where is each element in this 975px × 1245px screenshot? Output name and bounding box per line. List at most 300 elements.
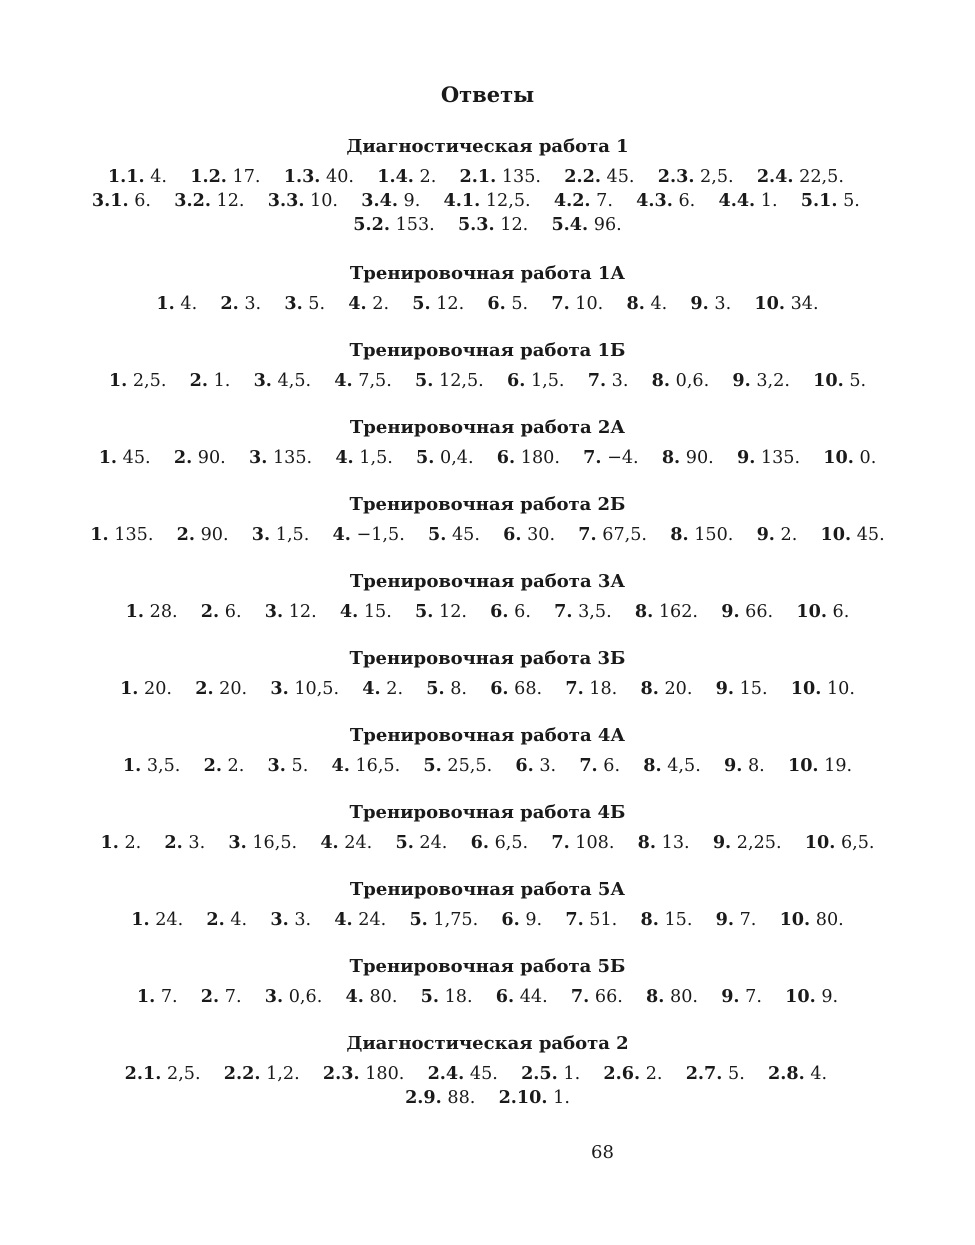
answer-value: 5.	[511, 294, 529, 314]
answer-item	[224, 1064, 300, 1084]
answer-item	[638, 833, 690, 853]
answer-item	[578, 525, 647, 545]
answer-item	[801, 191, 860, 211]
answer-item	[120, 679, 172, 699]
answer-section	[90, 492, 885, 547]
answer-number: 4.	[331, 755, 350, 776]
answer-item	[640, 679, 692, 699]
answer-number: 3.	[251, 524, 271, 545]
answer-item	[405, 1088, 475, 1108]
answer-list	[90, 165, 885, 237]
answer-value: 2.	[419, 167, 437, 187]
answer-item	[716, 910, 757, 930]
answer-value: 135.	[501, 167, 542, 187]
answer-item	[471, 833, 529, 853]
answer-value: 16,5.	[252, 833, 298, 853]
answer-item	[268, 756, 309, 776]
answer-value: 7.	[224, 987, 242, 1007]
answer-value: 3.	[188, 833, 206, 853]
page-title: Ответы	[440, 82, 535, 107]
answer-item	[564, 167, 634, 187]
answer-number: 2.	[173, 447, 193, 468]
answer-item	[201, 602, 242, 622]
answer-item	[395, 833, 447, 853]
answer-value: 15.	[739, 679, 768, 699]
answer-item	[426, 679, 467, 699]
answer-number: 5.	[416, 447, 435, 468]
answer-item	[108, 167, 167, 187]
answer-number: 8.	[643, 755, 662, 776]
answer-value: 1,2.	[266, 1064, 300, 1084]
answer-number: 2.1.	[124, 1063, 162, 1084]
section-title: Тренировочная работа 1Б	[349, 340, 626, 361]
answer-number: 6.	[487, 293, 506, 314]
answer-value: 8.	[450, 679, 467, 699]
answer-number: 5.	[412, 293, 431, 314]
answer-item	[551, 215, 621, 235]
answer-item	[603, 1064, 662, 1084]
answer-number: 2.	[164, 832, 183, 853]
answer-value: 2,5.	[700, 167, 734, 187]
answer-number: 9.	[712, 832, 732, 853]
answer-value: 180.	[520, 448, 560, 468]
answer-value: 7.	[745, 987, 762, 1007]
answer-value: 2.	[124, 833, 142, 853]
answer-item	[412, 294, 464, 314]
answer-value: 0.	[859, 448, 877, 468]
answer-value: 45.	[451, 525, 480, 545]
answer-value: 1,5.	[530, 371, 565, 391]
answer-value: 1,75.	[433, 910, 479, 930]
answer-item	[156, 294, 197, 314]
answer-item	[716, 679, 768, 699]
answer-number: 4.	[348, 293, 367, 314]
answer-item	[652, 371, 710, 391]
answer-item	[503, 525, 555, 545]
answer-item	[361, 191, 420, 211]
answer-value: 45.	[856, 525, 885, 545]
answer-number: 7.	[578, 524, 597, 545]
answer-number: 3.4.	[361, 190, 398, 211]
answer-item	[284, 294, 325, 314]
answer-number: 5.	[426, 678, 445, 699]
answer-value: 66.	[745, 602, 774, 622]
answer-item	[177, 525, 229, 545]
answer-item	[340, 602, 392, 622]
answer-number: 4.	[362, 678, 381, 699]
answer-value: 17.	[232, 167, 261, 187]
answer-value: 28.	[149, 602, 178, 622]
section-title: Тренировочная работа 3А	[349, 571, 626, 592]
answer-value: 18.	[444, 987, 473, 1007]
answer-item	[458, 215, 528, 235]
answer-number: 3.	[228, 832, 247, 853]
answer-value: 5.	[728, 1064, 745, 1084]
answer-list	[90, 446, 885, 470]
answer-value: 12.	[439, 602, 467, 622]
answer-number: 8.	[651, 370, 671, 391]
answer-item	[487, 294, 528, 314]
answer-value: 67,5.	[602, 525, 648, 545]
answer-number: 1.	[90, 524, 109, 545]
answer-value: 7.	[596, 191, 613, 211]
answer-number: 1.4.	[377, 166, 414, 187]
answer-item	[249, 448, 312, 468]
answer-value: 3.	[294, 910, 312, 930]
answer-value: 6.	[832, 602, 850, 622]
answer-number: 4.	[339, 601, 359, 622]
answer-value: 24.	[419, 833, 448, 853]
answer-item	[551, 294, 603, 314]
answer-number: 6.	[515, 755, 534, 776]
answer-number: 6.	[506, 370, 526, 391]
answer-number: 4.	[345, 986, 364, 1007]
answer-item	[497, 448, 560, 468]
answer-number: 7.	[551, 293, 570, 314]
answer-item	[428, 525, 480, 545]
answer-number: 4.2.	[553, 190, 591, 211]
answer-item	[444, 191, 531, 211]
answer-value: 3,5.	[146, 756, 181, 776]
answer-list	[90, 831, 885, 855]
answer-value: 2.	[227, 756, 245, 776]
answer-value: 135.	[272, 448, 313, 468]
answer-item	[785, 987, 838, 1007]
answer-item	[428, 1064, 498, 1084]
answer-item	[626, 294, 667, 314]
answer-value: 2.	[386, 679, 404, 699]
answer-number: 8.	[640, 678, 659, 699]
answer-item	[320, 833, 372, 853]
answer-value: 135.	[760, 448, 801, 468]
answer-number: 1.	[120, 678, 139, 699]
answer-item	[377, 167, 436, 187]
answer-number: 1.1.	[107, 166, 145, 187]
answer-number: 1.2.	[190, 166, 227, 187]
answer-item	[554, 602, 612, 622]
answer-section	[90, 261, 885, 316]
answer-number: 7.	[583, 447, 602, 468]
answer-value: 0,6.	[675, 371, 710, 391]
answer-number: 3.	[284, 293, 303, 314]
answer-value: 7,5.	[358, 371, 392, 391]
answer-value: 51.	[589, 910, 618, 930]
section-title: Тренировочная работа 5А	[349, 879, 626, 900]
answer-number: 2.9.	[405, 1087, 442, 1108]
answer-list	[90, 677, 885, 701]
answer-number: 7.	[579, 755, 598, 776]
answer-value: 0,6.	[288, 987, 323, 1007]
answer-value: 24.	[344, 833, 373, 853]
section-title: Тренировочная работа 4А	[349, 725, 626, 746]
answer-number: 7.	[570, 986, 590, 1007]
answer-value: 25,5.	[447, 756, 493, 776]
answer-number: 9.	[736, 447, 756, 468]
answer-item	[362, 679, 403, 699]
answer-item	[228, 833, 297, 853]
answer-number: 2.3.	[322, 1063, 360, 1084]
answer-value: 3,2.	[756, 371, 790, 391]
answer-value: 4.	[810, 1064, 828, 1084]
answer-value: 4.	[230, 910, 248, 930]
answer-value: 12.	[288, 602, 317, 622]
answer-value: 24.	[155, 910, 184, 930]
answer-item	[721, 602, 773, 622]
answer-value: 12.	[436, 294, 465, 314]
answer-number: 8.	[670, 524, 689, 545]
answer-number: 9.	[690, 293, 709, 314]
answer-number: 6.	[496, 447, 516, 468]
answer-value: 24.	[358, 910, 387, 930]
answer-value: 2,5.	[132, 371, 167, 391]
answer-value: 22,5.	[799, 167, 844, 187]
answer-number: 6.	[470, 832, 489, 853]
answer-item	[125, 1064, 201, 1084]
answer-number: 2.2.	[223, 1063, 261, 1084]
answer-value: 9.	[525, 910, 543, 930]
answer-value: 40.	[326, 167, 355, 187]
answer-section	[90, 646, 885, 701]
answer-section	[90, 134, 885, 237]
answer-value: 68.	[514, 679, 543, 699]
answer-item	[805, 833, 875, 853]
answer-value: 16,5.	[355, 756, 401, 776]
answer-item	[334, 371, 392, 391]
answer-value: 3,5.	[578, 602, 612, 622]
answer-number: 5.	[420, 986, 439, 1007]
answer-value: 10.	[826, 679, 855, 699]
answer-value: 7.	[160, 987, 178, 1007]
answer-item	[220, 294, 261, 314]
answer-item	[421, 987, 473, 1007]
answer-number: 2.	[195, 678, 214, 699]
answer-value: 180.	[365, 1064, 405, 1084]
answer-item	[501, 910, 542, 930]
answer-value: 80.	[815, 910, 844, 930]
answer-item	[643, 756, 701, 776]
answer-item	[721, 987, 762, 1007]
answer-item	[137, 987, 178, 1007]
answer-item	[190, 167, 260, 187]
answer-item	[409, 910, 478, 930]
answer-number: 7.	[587, 370, 607, 391]
answer-list	[90, 908, 885, 932]
answer-number: 2.6.	[603, 1063, 641, 1084]
answer-value: 2.	[645, 1064, 663, 1084]
answer-number: 10.	[790, 678, 822, 699]
answer-item	[796, 602, 849, 622]
answer-number: 9.	[724, 755, 743, 776]
answer-value: 20.	[219, 679, 248, 699]
answer-item	[345, 987, 397, 1007]
answer-number: 2.3.	[657, 166, 695, 187]
answer-number: 10.	[779, 909, 811, 930]
answer-item	[126, 602, 178, 622]
answer-item	[737, 448, 800, 468]
answer-value: 12,5.	[439, 371, 484, 391]
answer-value: 90.	[685, 448, 714, 468]
answer-section	[90, 1031, 885, 1110]
answer-item	[416, 448, 474, 468]
answer-number: 1.	[100, 832, 119, 853]
answer-number: 5.2.	[353, 214, 390, 235]
answer-item	[635, 602, 698, 622]
answer-item	[768, 1064, 827, 1084]
answer-number: 2.7.	[685, 1063, 723, 1084]
answer-item	[496, 987, 548, 1007]
answer-number: 2.	[200, 601, 220, 622]
answer-number: 9.	[732, 370, 751, 391]
answer-item	[813, 371, 866, 391]
answer-value: 150.	[694, 525, 734, 545]
answer-number: 5.	[428, 524, 447, 545]
answer-number: 8.	[634, 601, 654, 622]
answer-item	[636, 191, 695, 211]
answer-number: 1.	[131, 909, 150, 930]
answer-number: 5.	[415, 370, 434, 391]
answer-value: 108.	[575, 833, 615, 853]
answer-item	[92, 191, 151, 211]
answer-value: 5.	[849, 371, 867, 391]
answer-item	[646, 987, 698, 1007]
answer-value: 45.	[469, 1064, 498, 1084]
answer-item	[265, 602, 317, 622]
answer-item	[270, 910, 311, 930]
answer-value: 30.	[527, 525, 556, 545]
answer-value: 45.	[122, 448, 151, 468]
answer-number: 4.	[335, 447, 354, 468]
answer-value: 7.	[739, 910, 757, 930]
answer-number: 9.	[721, 601, 740, 622]
answer-item	[551, 833, 614, 853]
answer-item	[499, 1088, 570, 1108]
answer-item	[164, 833, 205, 853]
answer-value: 9.	[403, 191, 421, 211]
answer-item	[335, 448, 393, 468]
answer-value: 10.	[575, 294, 604, 314]
answer-value: 12,5.	[485, 191, 531, 211]
answer-item	[821, 525, 885, 545]
answer-item	[265, 987, 323, 1007]
answer-value: 4,5.	[277, 371, 312, 391]
answer-item	[268, 191, 338, 211]
answer-number: 4.4.	[718, 190, 756, 211]
answer-item	[109, 371, 167, 391]
answer-item	[662, 448, 714, 468]
section-title: Тренировочная работа 5Б	[349, 956, 626, 977]
answer-value: 12.	[500, 215, 529, 235]
answer-item	[732, 371, 790, 391]
answer-item	[788, 756, 852, 776]
answer-number: 2.	[200, 986, 220, 1007]
answer-number: 1.	[108, 370, 128, 391]
answer-item	[757, 167, 844, 187]
answer-value: 88.	[447, 1088, 476, 1108]
answer-value: 4.	[150, 167, 168, 187]
answer-number: 4.	[320, 832, 339, 853]
answer-item	[331, 756, 400, 776]
answer-item	[333, 525, 405, 545]
answer-value: 66.	[594, 987, 623, 1007]
answer-list	[90, 369, 885, 393]
answer-item	[206, 910, 247, 930]
answer-item	[686, 1064, 745, 1084]
section-title: Тренировочная работа 3Б	[349, 648, 626, 669]
answer-number: 5.	[409, 909, 428, 930]
answer-value: 2.	[372, 294, 390, 314]
answer-value: 34.	[790, 294, 819, 314]
answer-number: 5.	[395, 832, 414, 853]
answer-value: 6,5.	[494, 833, 529, 853]
answer-item	[174, 191, 244, 211]
answer-value: 6.	[224, 602, 242, 622]
answer-value: 19.	[824, 756, 853, 776]
answer-item	[254, 371, 312, 391]
answer-number: 1.	[122, 755, 142, 776]
answer-number: 5.3.	[457, 214, 495, 235]
answer-number: 3.	[253, 370, 272, 391]
answer-list	[90, 600, 885, 624]
answer-number: 1.	[98, 447, 118, 468]
answer-number: 8.	[637, 832, 657, 853]
answer-number: 10.	[804, 832, 836, 853]
answer-item	[690, 294, 731, 314]
answer-number: 7.	[551, 832, 570, 853]
answer-number: 3.	[248, 447, 268, 468]
answer-number: 9.	[715, 678, 734, 699]
answer-value: 2.	[780, 525, 798, 545]
answer-number: 8.	[661, 447, 681, 468]
answer-list	[90, 292, 885, 316]
answer-item	[99, 448, 151, 468]
answer-value: 18.	[589, 679, 618, 699]
answer-number: 2.	[220, 293, 239, 314]
answer-value: 6.	[514, 602, 531, 622]
answer-item	[123, 756, 181, 776]
answer-item	[423, 756, 492, 776]
answer-item	[658, 167, 734, 187]
answer-item	[204, 756, 245, 776]
answer-number: 2.4.	[756, 166, 794, 187]
answer-number: 8.	[640, 909, 659, 930]
section-title: Тренировочная работа 1А	[349, 263, 626, 284]
answer-number: 3.	[270, 909, 289, 930]
answer-value: 45.	[606, 167, 635, 187]
answer-item	[571, 987, 623, 1007]
answer-item	[348, 294, 389, 314]
answer-value: 8.	[747, 756, 765, 776]
answer-list	[90, 523, 885, 547]
answer-number: 10.	[813, 370, 844, 391]
answer-value: 4.	[180, 294, 198, 314]
answer-number: 3.2.	[174, 190, 211, 211]
section-title: Тренировочная работа 2Б	[349, 494, 626, 515]
answer-value: 5.	[291, 756, 309, 776]
answer-item	[252, 525, 310, 545]
answer-number: 10.	[820, 524, 852, 545]
answer-number: 5.1.	[800, 190, 838, 211]
answer-number: 2.	[206, 909, 225, 930]
answer-value: 3.	[539, 756, 557, 776]
answer-value: 20.	[144, 679, 173, 699]
answer-item	[100, 833, 141, 853]
answer-number: 5.	[415, 601, 434, 622]
answer-item	[131, 910, 183, 930]
answer-value: 162.	[658, 602, 699, 622]
answer-value: 15.	[664, 910, 693, 930]
answer-item	[579, 756, 620, 776]
answer-item	[190, 371, 231, 391]
